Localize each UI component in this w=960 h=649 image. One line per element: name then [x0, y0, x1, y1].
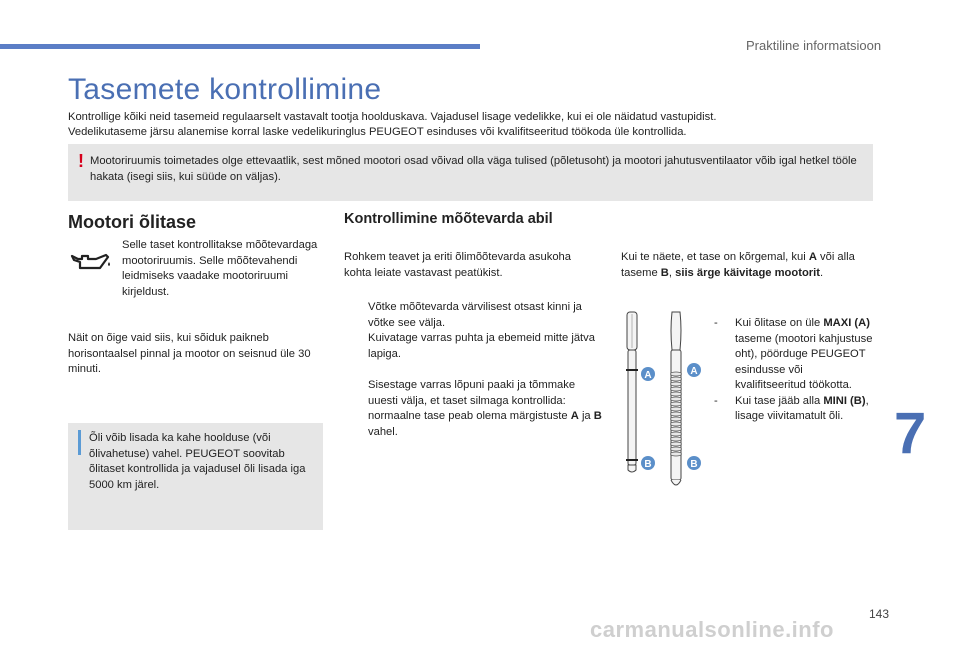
- dipstick-right: [671, 312, 682, 485]
- warning-text: Mootoriruumis toimetades olge ettevaatlik, sest mõned mootori osad võivad olla väga tulised (põletusoht) ja mootori jahutusventilaator võib igal hetkel tööle hakata (isegi siis, kui süüde on väljas).: [90, 155, 857, 183]
- dipstick-ridge: [671, 432, 682, 436]
- dipstick-ridge: [671, 407, 682, 411]
- dipstick-ridge: [671, 387, 682, 391]
- dipstick-ridge: [671, 397, 682, 401]
- dipstick-ridge: [671, 442, 682, 446]
- info-marker: [78, 430, 81, 455]
- oil-level-heading: Mootori õlitase: [68, 212, 197, 232]
- intro-line-2: Vedelikutaseme järsu alanemise korral laske vedelikuringlus PEUGEOT esinduses või kvalifitseeritud töökoda üle kontrollida.: [68, 126, 687, 138]
- svg-text:B: B: [690, 459, 698, 470]
- oil-level-description: Selle taset kontrollitakse mõõtevardaga mootoriruumis. Selle mõõtevahendi leidmiseks vaadake mootoriruumi kirjeldust.: [122, 239, 318, 298]
- page-title: Tasemete kontrollimine: [68, 73, 382, 106]
- intro-line-1: Kontrollige kõiki neid tasemeid regulaarselt vastavalt tootja hoolduskava. Vajadusel lisage vedelikke, kui ei ole näidatud vastupidist.: [68, 111, 717, 123]
- svg-text:A: A: [644, 370, 652, 381]
- dipstick-steps-list: [344, 300, 602, 440]
- watermark: carmanualsonline.info: [590, 617, 834, 642]
- dipstick-ridge: [671, 417, 682, 421]
- oil-check-condition-text: Näit on õige vaid siis, kui sõiduk paikneb horisontaalsel pinnal ja mootor on seisnud üle 30 minuti.: [68, 332, 311, 375]
- dipstick-ridge: [671, 422, 682, 426]
- dipstick-ridge: [671, 447, 682, 451]
- svg-text:B: B: [644, 459, 652, 470]
- level-notes-list: [714, 316, 874, 425]
- intro-text: [68, 110, 888, 140]
- dipstick-ridge: [671, 412, 682, 416]
- dipstick-ridge: [671, 382, 682, 386]
- step-item: Kuivatage varras puhta ja ebemeid mitte jätva lapiga.: [368, 332, 595, 360]
- svg-text:A: A: [690, 366, 698, 377]
- warning-icon: !: [78, 151, 84, 171]
- dipstick-ridge: [671, 452, 682, 456]
- chapter-number: 7: [894, 401, 927, 466]
- label-B-right: [687, 456, 701, 470]
- dipstick-ridge: [671, 402, 682, 406]
- step-item: Võtke mõõtevarda värvilisest otsast kinni ja võtke see välja.: [368, 301, 582, 329]
- label-A-left: [641, 367, 655, 381]
- dipstick-ridge: [671, 377, 682, 381]
- page-number: 143: [869, 607, 890, 621]
- info-box-text: Õli võib lisada ka kahe hoolduse (või õlivahetuse) vahel. PEUGEOT soovitab õlitaset kontrollida ja vajadusel õli lisada iga 5000 km järel.: [89, 432, 306, 491]
- step-item: Sisestage varras lõpuni paaki ja tõmmake uuesti välja, et taset silmaga kontrollida: normaalne tase peab olema märgistuste A ja B vahel.: [368, 379, 602, 438]
- dipstick-ridge: [671, 437, 682, 441]
- oil-can-icon: [70, 250, 112, 274]
- dipstick-illustration: [614, 310, 704, 495]
- dipstick-more-info: Rohkem teavet ja eriti õlimõõtevarda asukoha kohta leiate vastavast peatükist.: [344, 251, 571, 279]
- label-B-left: [641, 456, 655, 470]
- dipstick-ridge: [671, 427, 682, 431]
- dipstick-heading: Kontrollimine mõõtevarda abil: [344, 211, 553, 227]
- dipstick-ridge: [671, 392, 682, 396]
- note-item: - Kui õlitase on üle MAXI (A) taseme (mootori kahjustuse oht), pöörduge PEUGEOT esindusse või kvalifitseeritud töökotta.: [714, 317, 873, 391]
- note-item: - Kui tase jääb alla MINI (B), lisage viivitamatult õli.: [714, 394, 869, 422]
- dipstick-left: [626, 312, 638, 472]
- level-warning-text: Kui te näete, et tase on kõrgemal, kui A või alla taseme B, siis ärge käivitage mootorit.: [621, 251, 855, 279]
- section-title: Praktiline informatsioon: [746, 38, 882, 53]
- header-accent-bar: [0, 44, 480, 49]
- label-A-right: [687, 363, 701, 377]
- dipstick-ridge: [671, 372, 682, 376]
